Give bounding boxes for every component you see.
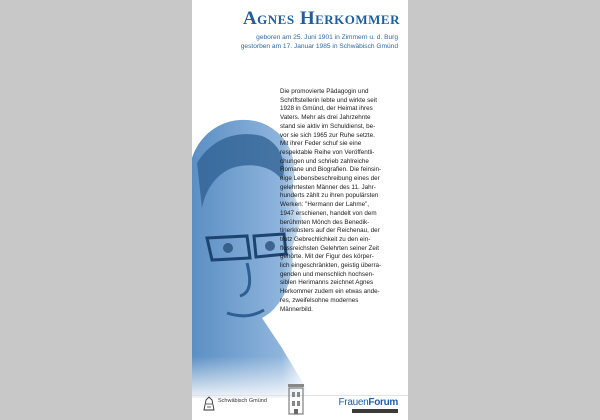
frauenforum-bar xyxy=(352,409,398,413)
life-dates xyxy=(241,33,398,51)
city-seal-icon xyxy=(202,396,216,412)
poster-title: Agnes Herkommer xyxy=(242,8,400,29)
biography-text: Die promovierte Pädagogin und Schriftstellerin lebte und wirkte seit 1928 in Gmünd, der Heimat ihres Vaters. Mehr als drei Jahrzehnte stand sie aktiv im Schuldienst, be- vor sie sich 1965 zur Ruhe setzte. Mit ihrer Feder schuf sie eine respektable Reihe von Veröffentli- chungen und schrieb zahlreiche Romane und Biografien. Die feinsin- nige Lebensbeschreibung eines der gelehrtesten Männer des 11. Jahr- hunderts zählt zu ihren populärsten Werken: "Hermann der Lahme", 1947 erschienen, handelt von dem berühmten Mönch des Benedik- tinerklosters auf der Reichenau, der trotz Gebrechlichkeit zu den ein- flussreichsten Gelehrten seiner Zeit gehörte. Mit der Figur des körper- lich eingeschränkten, geistig überra- genden und menschlich hochsen- siblen Herimanns zeichnet Agnes Herkommer zudem ein etwas ande- res, zweifelsohne modernes Männerbild. xyxy=(280,88,382,313)
death-line: gestorben am 17. Januar 1985 in Schwäbisch Gmünd xyxy=(240,43,398,50)
tower-logo-icon xyxy=(285,382,307,416)
forum-word: Forum xyxy=(368,397,398,408)
birth-line: geboren am 25. Juni 1901 in Zimmern u. d. Burg xyxy=(256,34,398,41)
poster xyxy=(192,0,408,420)
frauen-word: Frauen xyxy=(338,397,369,408)
city-name: Schwäbisch Gmünd xyxy=(218,398,267,404)
frauenforum-logo xyxy=(339,397,399,408)
